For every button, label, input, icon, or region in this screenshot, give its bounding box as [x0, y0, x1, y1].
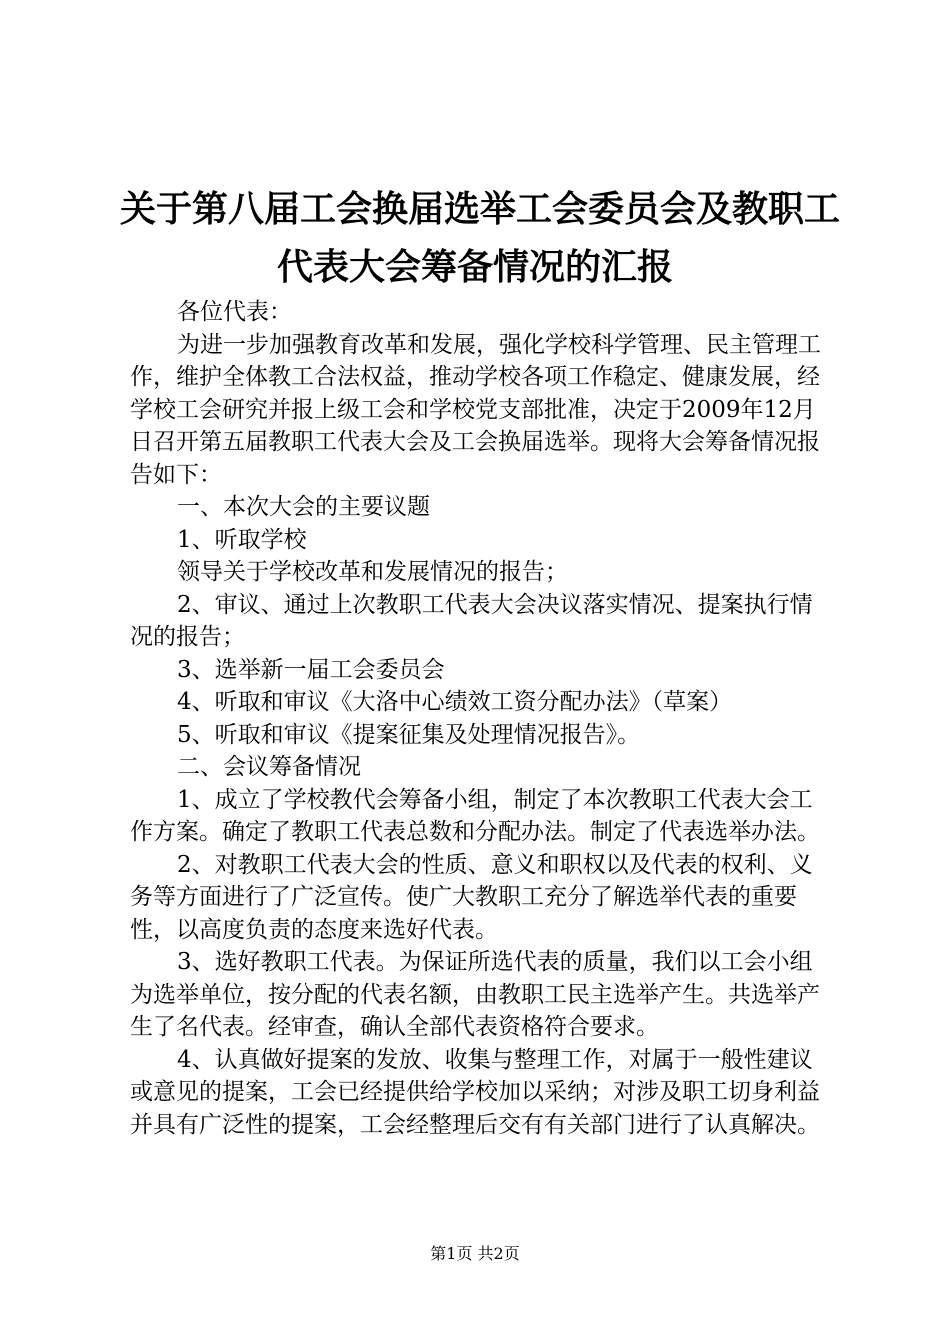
- list-item: 1、听取学校: [177, 526, 307, 553]
- list-item: 2、对教职工代表大会的性质、意义和职权以及代表的权利、义务等方面进行了广泛宣传。使广大教职工充分了解选举代表的重要性，以高度负责的态度来选好代表。: [130, 851, 813, 943]
- list-item: 5、听取和审议《提案征集及处理情况报告》。: [177, 721, 641, 748]
- document-body: [130, 296, 835, 1141]
- list-item: 1、成立了学校教代会筹备小组，制定了本次教职工代表大会工作方案。确定了教职工代表总数和分配办法。制定了代表选举办法。: [130, 786, 820, 845]
- paragraph-salutation: 各位代表：: [177, 299, 292, 325]
- page-footer: 第1页 共2页: [430, 1244, 520, 1263]
- section-heading-preparation: 二、会议筹备情况: [177, 754, 361, 780]
- document-title-line-1: 关于第八届工会换届选举工会委员会及教职工: [120, 189, 841, 230]
- list-item: 3、选举新一届工会委员会: [177, 656, 445, 683]
- list-item: 4、听取和审议《大洛中心绩效工资分配办法》（草案）: [177, 689, 733, 715]
- list-item: 3、选好教职工代表。为保证所选代表的质量，我们以工会小组为选举单位，按分配的代表名额，由教职工民主选举产生。共选举产生了名代表。经审查，确认全部代表资格符合要求。: [130, 949, 820, 1040]
- section-heading-topics: 一、本次大会的主要议题: [177, 494, 430, 520]
- list-item: 2、审议、通过上次教职工代表大会决议落实情况、提案执行情况的报告；: [130, 591, 813, 650]
- paragraph-intro: 为进一步加强教育改革和发展，强化学校科学管理、民主管理工作，维护全体教工合法权益，推动学校各项工作稳定、健康发展，经学校工会研究并报上级工会和学校党支部批准，决定于2009年12月日召开第五届教职工代表大会及工会换届选举。现将大会筹备情况报告如下：: [130, 331, 821, 488]
- document-title-line-2: 代表大会筹备情况的汇报: [276, 247, 673, 288]
- list-item: 领导关于学校改革和发展情况的报告；: [177, 559, 568, 585]
- list-item: 4、认真做好提案的发放、收集与整理工作，对属于一般性建议或意见的提案，工会已经提供给学校加以采纳；对涉及职工切身利益并具有广泛性的提案，工会经整理后交有有关部门进行了认真解决。: [130, 1046, 820, 1138]
